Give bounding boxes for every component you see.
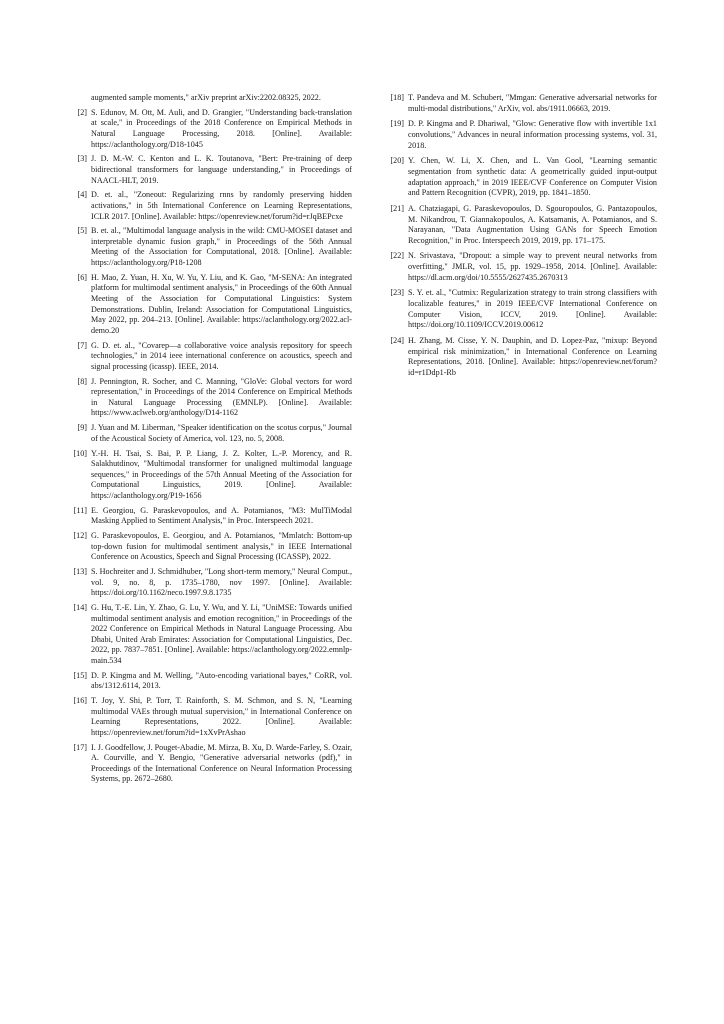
reference-number: [6] — [77, 272, 87, 282]
reference-number: [11] — [73, 505, 87, 515]
reference-text: J. D. M.-W. C. Kenton and L. K. Toutanova, "Bert: Pre-training of deep bidirectional transformers for language understanding," in Proceedings of NAACL-HLT, 2019. — [91, 154, 352, 185]
reference-text: G. Paraskevopoulos, E. Georgiou, and A. Potamianos, "Mmlatch: Bottom-up top-down fusion for multimodal sentiment analysis," in IEEE International Conference on Acoustics, Speech and Signal Processing (ICASSP), 2022. — [91, 531, 352, 562]
reference-entry — [65, 423, 352, 444]
reference-entry — [65, 567, 352, 599]
reference-text: T. Pandeva and M. Schubert, "Mmgan: Generative adversarial networks for multi-modal distributions," ArXiv, vol. abs/1911.06663, 2019. — [408, 93, 657, 113]
reference-entry — [382, 93, 657, 114]
reference-text: D. P. Kingma and M. Welling, "Auto-encoding variational bayes," CoRR, vol. abs/1312.6114, 2013. — [91, 670, 352, 691]
reference-text: S. Edunov, M. Ott, M. Auli, and D. Grangier, "Understanding back-translation at scale," in Proceedings of the 2018 Conference on Empirical Methods in Natural Language Processing, 2018. [Online]. Available: https://aclanthology.org/D18-1045 — [91, 107, 352, 149]
reference-text: G. Hu, T.-E. Lin, Y. Zhao, G. Lu, Y. Wu, and Y. Li, "UniMSE: Towards unified multimodal sentiment analysis and emotion recognition," in Proceedings of the 2022 Conference on Empirical Methods in Natural Language Processing. Abu Dhabi, United Arab Emirates: Association for Computational Linguistics, Dec. 2022, pp. 7837–7851. [Online]. Available: https://aclanthology.org/2022.emnlp-main.534 — [91, 602, 352, 665]
reference-number: [14] — [73, 602, 87, 612]
reference-text: Y. Chen, W. Li, X. Chen, and L. Van Gool, "Learning semantic segmentation from synthetic data: A geometrically guided input-output adaptation approach," in 2019 IEEE/CVF Conference on Computer Vision and Pattern Recognition (CVPR), 2019, pp. 1841–1850. — [408, 156, 657, 198]
reference-text: E. Georgiou, G. Paraskevopoulos, and A. Potamianos, "M3: MulTiModal Masking Applied to Sentiment Analysis," in Proc. Interspeech 2021. — [91, 505, 352, 526]
reference-entry — [65, 226, 352, 268]
reference-entry — [65, 671, 352, 692]
reference-entry — [65, 377, 352, 419]
reference-number: [22] — [390, 251, 404, 261]
reference-entry — [65, 93, 352, 104]
reference-entry — [382, 288, 657, 330]
reference-entry — [382, 156, 657, 198]
reference-number: [18] — [390, 93, 404, 102]
reference-text: N. Srivastava, "Dropout: a simple way to prevent neural networks from overfitting," JMLR, vol. 15, pp. 1929–1958, 2014. [Online]. Available: https://dl.acm.org/doi/10.5555/2627435.2670313 — [408, 251, 657, 282]
reference-entry — [65, 341, 352, 373]
reference-text: H. Mao, Z. Yuan, H. Xu, W. Yu, Y. Liu, and K. Gao, "M-SENA: An integrated platform for multimodal sentiment analysis," in Proceedings of the 60th Annual Meeting of the Association for Computational Linguistics: System Demonstrations. Dublin, Ireland: Association for Computational Linguistics, May 2022, pp. 204–213. [Online]. Available: https://aclanthology.org/2022.acl-demo.20 — [91, 272, 352, 335]
reference-number: [7] — [77, 340, 87, 350]
reference-entry — [65, 108, 352, 150]
reference-text: T. Joy, Y. Shi, P. Torr, T. Rainforth, S. M. Schmon, and S. N, "Learning multimodal VAEs through mutual supervision," in International Conference on Learning Representations, 2022. [Online]. Available: https://openreview.net/forum?id=1xXvPrAshao — [91, 696, 352, 737]
reference-text: I. J. Goodfellow, J. Pouget-Abadie, M. Mirza, B. Xu, D. Warde-Farley, S. Ozair, A. Courville, and Y. Bengio, "Generative adversarial networks (pdf)," in Proceedings of the International Conference on Neural Information Processing Systems, pp. 2672–2680. — [91, 742, 352, 784]
references-column-left — [65, 93, 352, 789]
reference-number: [10] — [73, 448, 87, 458]
reference-number: [3] — [77, 154, 87, 164]
reference-entry — [65, 696, 352, 738]
reference-entry — [65, 154, 352, 186]
reference-number: [4] — [77, 190, 87, 200]
reference-text: S. Y. et. al., "Cutmix: Regularization strategy to train strong classifiers with localizable features," in 2019 IEEE/CVF International Conference on Computer Vision, ICCV, 2019. [Online]. Available: https://doi.org/10.1109/ICCV.2019.00612 — [408, 288, 657, 330]
reference-entry — [65, 190, 352, 222]
reference-number: [17] — [73, 742, 87, 752]
reference-number: [16] — [73, 696, 87, 706]
reference-number: [12] — [73, 531, 87, 541]
reference-number: [24] — [390, 336, 404, 345]
reference-number: [19] — [390, 119, 404, 129]
reference-text: H. Zhang, M. Cisse, Y. N. Dauphin, and D. Lopez-Paz, "mixup: Beyond empirical risk minimization," in International Conference on Learning Representations, 2018. [Online]. Available: https://openreview.net/forum?id=r1Ddp1-Rb — [408, 336, 657, 377]
reference-entry — [382, 119, 657, 151]
reference-entry — [65, 506, 352, 527]
reference-text: B. et. al., "Multimodal language analysis in the wild: CMU-MOSEI dataset and interpretable dynamic fusion graph," in Proceedings of the 56th Annual Meeting of the Association for Computational, 2018. [Online]. Available: https://aclanthology.org/P18-1208 — [91, 226, 352, 268]
reference-number: [13] — [73, 567, 87, 576]
reference-text: S. Hochreiter and J. Schmidhuber, "Long short-term memory," Neural Comput., vol. 9, no. 8, p. 1735–1780, nov 1997. [Online]. Available: https://doi.org/10.1162/neco.1997.9.8.1735 — [91, 567, 352, 598]
reference-entry — [382, 336, 657, 378]
reference-entry — [382, 251, 657, 283]
reference-text: Y.-H. H. Tsai, S. Bai, P. P. Liang, J. Z. Kolter, L.-P. Morency, and R. Salakhutdinov, "Multimodal transformer for unaligned multimodal language sequences," in Proceedings of the 57th Annual Meeting of the Association for Computational Linguistics, 2019. [Online]. Available: https://aclanthology.org/P19-1656 — [91, 448, 352, 500]
references-column-right — [382, 93, 657, 384]
reference-number: [20] — [390, 156, 404, 166]
reference-text: D. et. al., "Zoneout: Regularizing rnns by randomly preserving hidden activations," in 5th International Conference on Learning Representations, ICLR 2017. [Online]. Available: https://openreview.net/forum?id=rJqBEPcxe — [91, 190, 352, 221]
reference-text: augmented sample moments," arXiv preprint arXiv:2202.08325, 2022. — [91, 93, 321, 102]
reference-number: [8] — [77, 376, 87, 386]
reference-entry — [65, 531, 352, 563]
reference-number: [21] — [390, 203, 404, 213]
reference-number: [9] — [77, 423, 87, 433]
reference-entry — [65, 603, 352, 667]
reference-entry — [65, 273, 352, 337]
reference-number: [23] — [390, 288, 404, 298]
reference-number: [15] — [73, 670, 87, 680]
reference-entry — [65, 743, 352, 785]
reference-number: [5] — [77, 226, 87, 236]
reference-text: D. P. Kingma and P. Dhariwal, "Glow: Generative flow with invertible 1x1 convolutions," Advances in neural information processing systems, vol. 31, 2018. — [408, 119, 657, 150]
reference-number: [2] — [77, 107, 87, 117]
reference-entry — [382, 204, 657, 246]
reference-text: J. Pennington, R. Socher, and C. Manning, "GloVe: Global vectors for word representation," in Proceedings of the 2014 Conference on Empirical Methods in Natural Language Processing (EMNLP). [Online]. Available: https://www.aclweb.org/anthology/D14-1162 — [91, 376, 352, 418]
reference-text: G. D. et. al., "Covarep—a collaborative voice analysis repository for speech technologies," in 2014 ieee international conference on acoustics, speech and signal processing (icassp). IEEE, 2014. — [91, 340, 352, 371]
reference-entry — [65, 449, 352, 502]
reference-text: J. Yuan and M. Liberman, "Speaker identification on the scotus corpus," Journal of the Acoustical Society of America, vol. 123, no. 5, 2008. — [91, 423, 352, 443]
reference-text: A. Chatziagapi, G. Paraskevopoulos, D. Sgouropoulos, G. Pantazopoulos, M. Nikandrou, T. Giannakopoulos, A. Katsamanis, A. Potamianos, and S. Narayanan, "Data Augmentation Using GANs for Speech Emotion Recognition," in Proc. Interspeech 2019, 2019, pp. 171–175. — [408, 203, 657, 245]
